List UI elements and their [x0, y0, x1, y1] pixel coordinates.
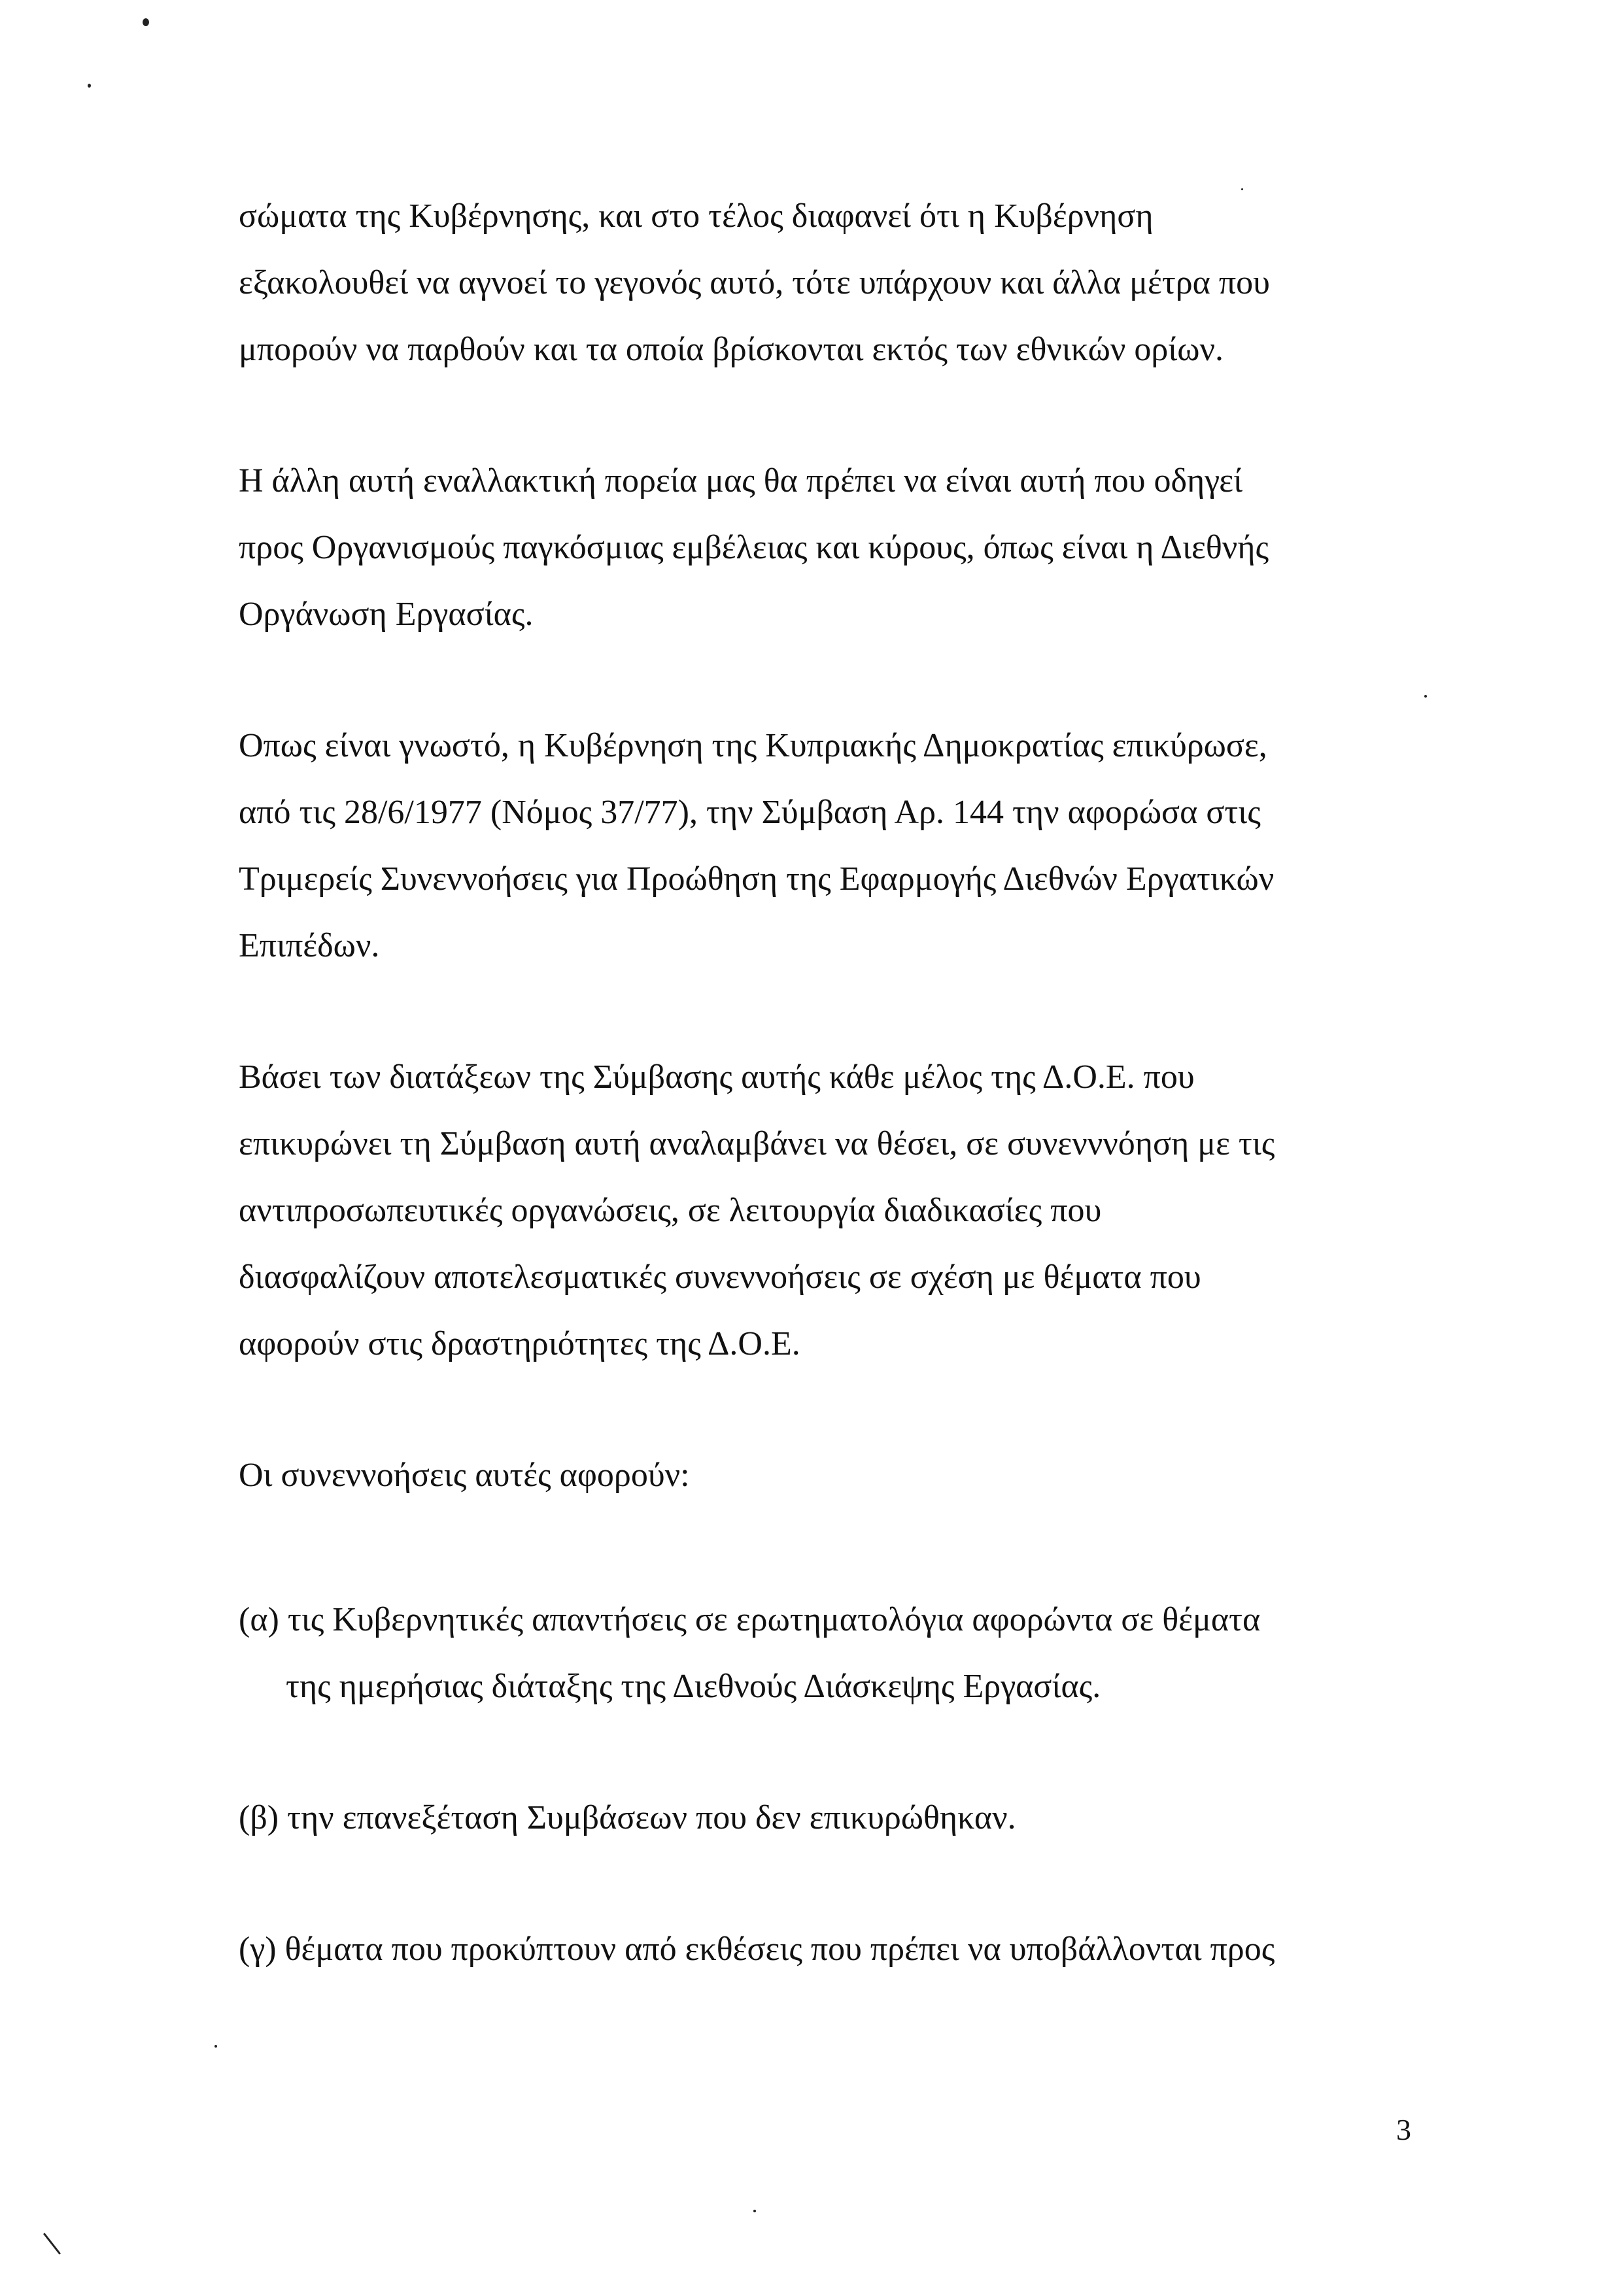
text-line: Βάσει των διατάξεων της Σύμβασης αυτής κάθε μέλος της Δ.Ο.Ε. που: [239, 1058, 1195, 1096]
text-line: (γ) θέματα που προκύπτουν από εκθέσεις που πρέπει να υποβάλλονται προς: [239, 1931, 1275, 1968]
scan-speck: [143, 18, 149, 26]
text-line: προς Οργανισμούς παγκόσμιας εμβέλειας και κύρους, όπως είναι η Διεθνής: [239, 529, 1269, 566]
scan-mark: [43, 2233, 61, 2254]
paragraph-4: [239, 1044, 1429, 1377]
text-line: Οι συνεννοήσεις αυτές αφορούν:: [239, 1457, 690, 1494]
text-line: Τριμερείς Συνεννοήσεις για Προώθηση της Εφαρμογής Διεθνών Εργατικών: [239, 860, 1275, 898]
document-body: [239, 183, 1429, 1983]
list-item-alpha: [239, 1587, 1429, 1720]
text-line: (β) την επανεξέταση Συμβάσεων που δεν επικυρώθηκαν.: [239, 1799, 1016, 1836]
page-number: 3: [1396, 2113, 1411, 2146]
text-line: διασφαλίζουν αποτελεσματικές συνεννοήσεις σε σχέση με θέματα που: [239, 1258, 1201, 1296]
text-line: (α) τις Κυβερνητικές απαντήσεις σε ερωτηματολόγια αφορώντα σε θέματα: [239, 1601, 1261, 1638]
list-item-beta: [239, 1785, 1429, 1851]
text-line: επικυρώνει τη Σύμβαση αυτή αναλαμβάνει να θέσει, σε συνενννόηση με τις: [239, 1125, 1275, 1162]
text-line: μπορούν να παρθούν και τα οποία βρίσκονται εκτός των εθνικών ορίων.: [239, 331, 1224, 368]
text-line: σώματα της Κυβέρνησης, και στο τέλος διαφανεί ότι η Κυβέρνηση: [239, 197, 1154, 235]
paragraph-5: [239, 1442, 1429, 1509]
text-line: Οπως είναι γνωστό, η Κυβέρνηση της Κυπριακής Δημοκρατίας επικύρωσε,: [239, 727, 1267, 764]
text-line: αφορούν στις δραστηριότητες της Δ.Ο.Ε.: [239, 1325, 800, 1362]
text-line: αντιπροσωπευτικές οργανώσεις, σε λειτουργία διαδικασίες που: [239, 1192, 1102, 1229]
scan-speck: [214, 2045, 217, 2048]
list-item-gamma: [239, 1916, 1429, 1983]
scan-speck: [88, 84, 91, 88]
paragraph-1: [239, 183, 1429, 383]
text-line: από τις 28/6/1977 (Νόμος 37/77), την Σύμβαση Αρ. 144 την αφορώσα στις: [239, 794, 1261, 831]
text-line: Επιπέδων.: [239, 927, 380, 964]
paragraph-3: [239, 713, 1429, 979]
text-line: Η άλλη αυτή εναλλακτική πορεία μας θα πρέπει να είναι αυτή που οδηγεί: [239, 462, 1243, 499]
scan-speck: [753, 2210, 756, 2212]
paragraph-2: [239, 448, 1429, 648]
text-line: Οργάνωση Εργασίας.: [239, 596, 534, 633]
text-line: εξακολουθεί να αγνοεί το γεγονός αυτό, τότε υπάρχουν και άλλα μέτρα που: [239, 264, 1270, 301]
text-line: της ημερήσιας διάταξης της Διεθνούς Διάσκεψης Εργασίας.: [286, 1668, 1101, 1705]
